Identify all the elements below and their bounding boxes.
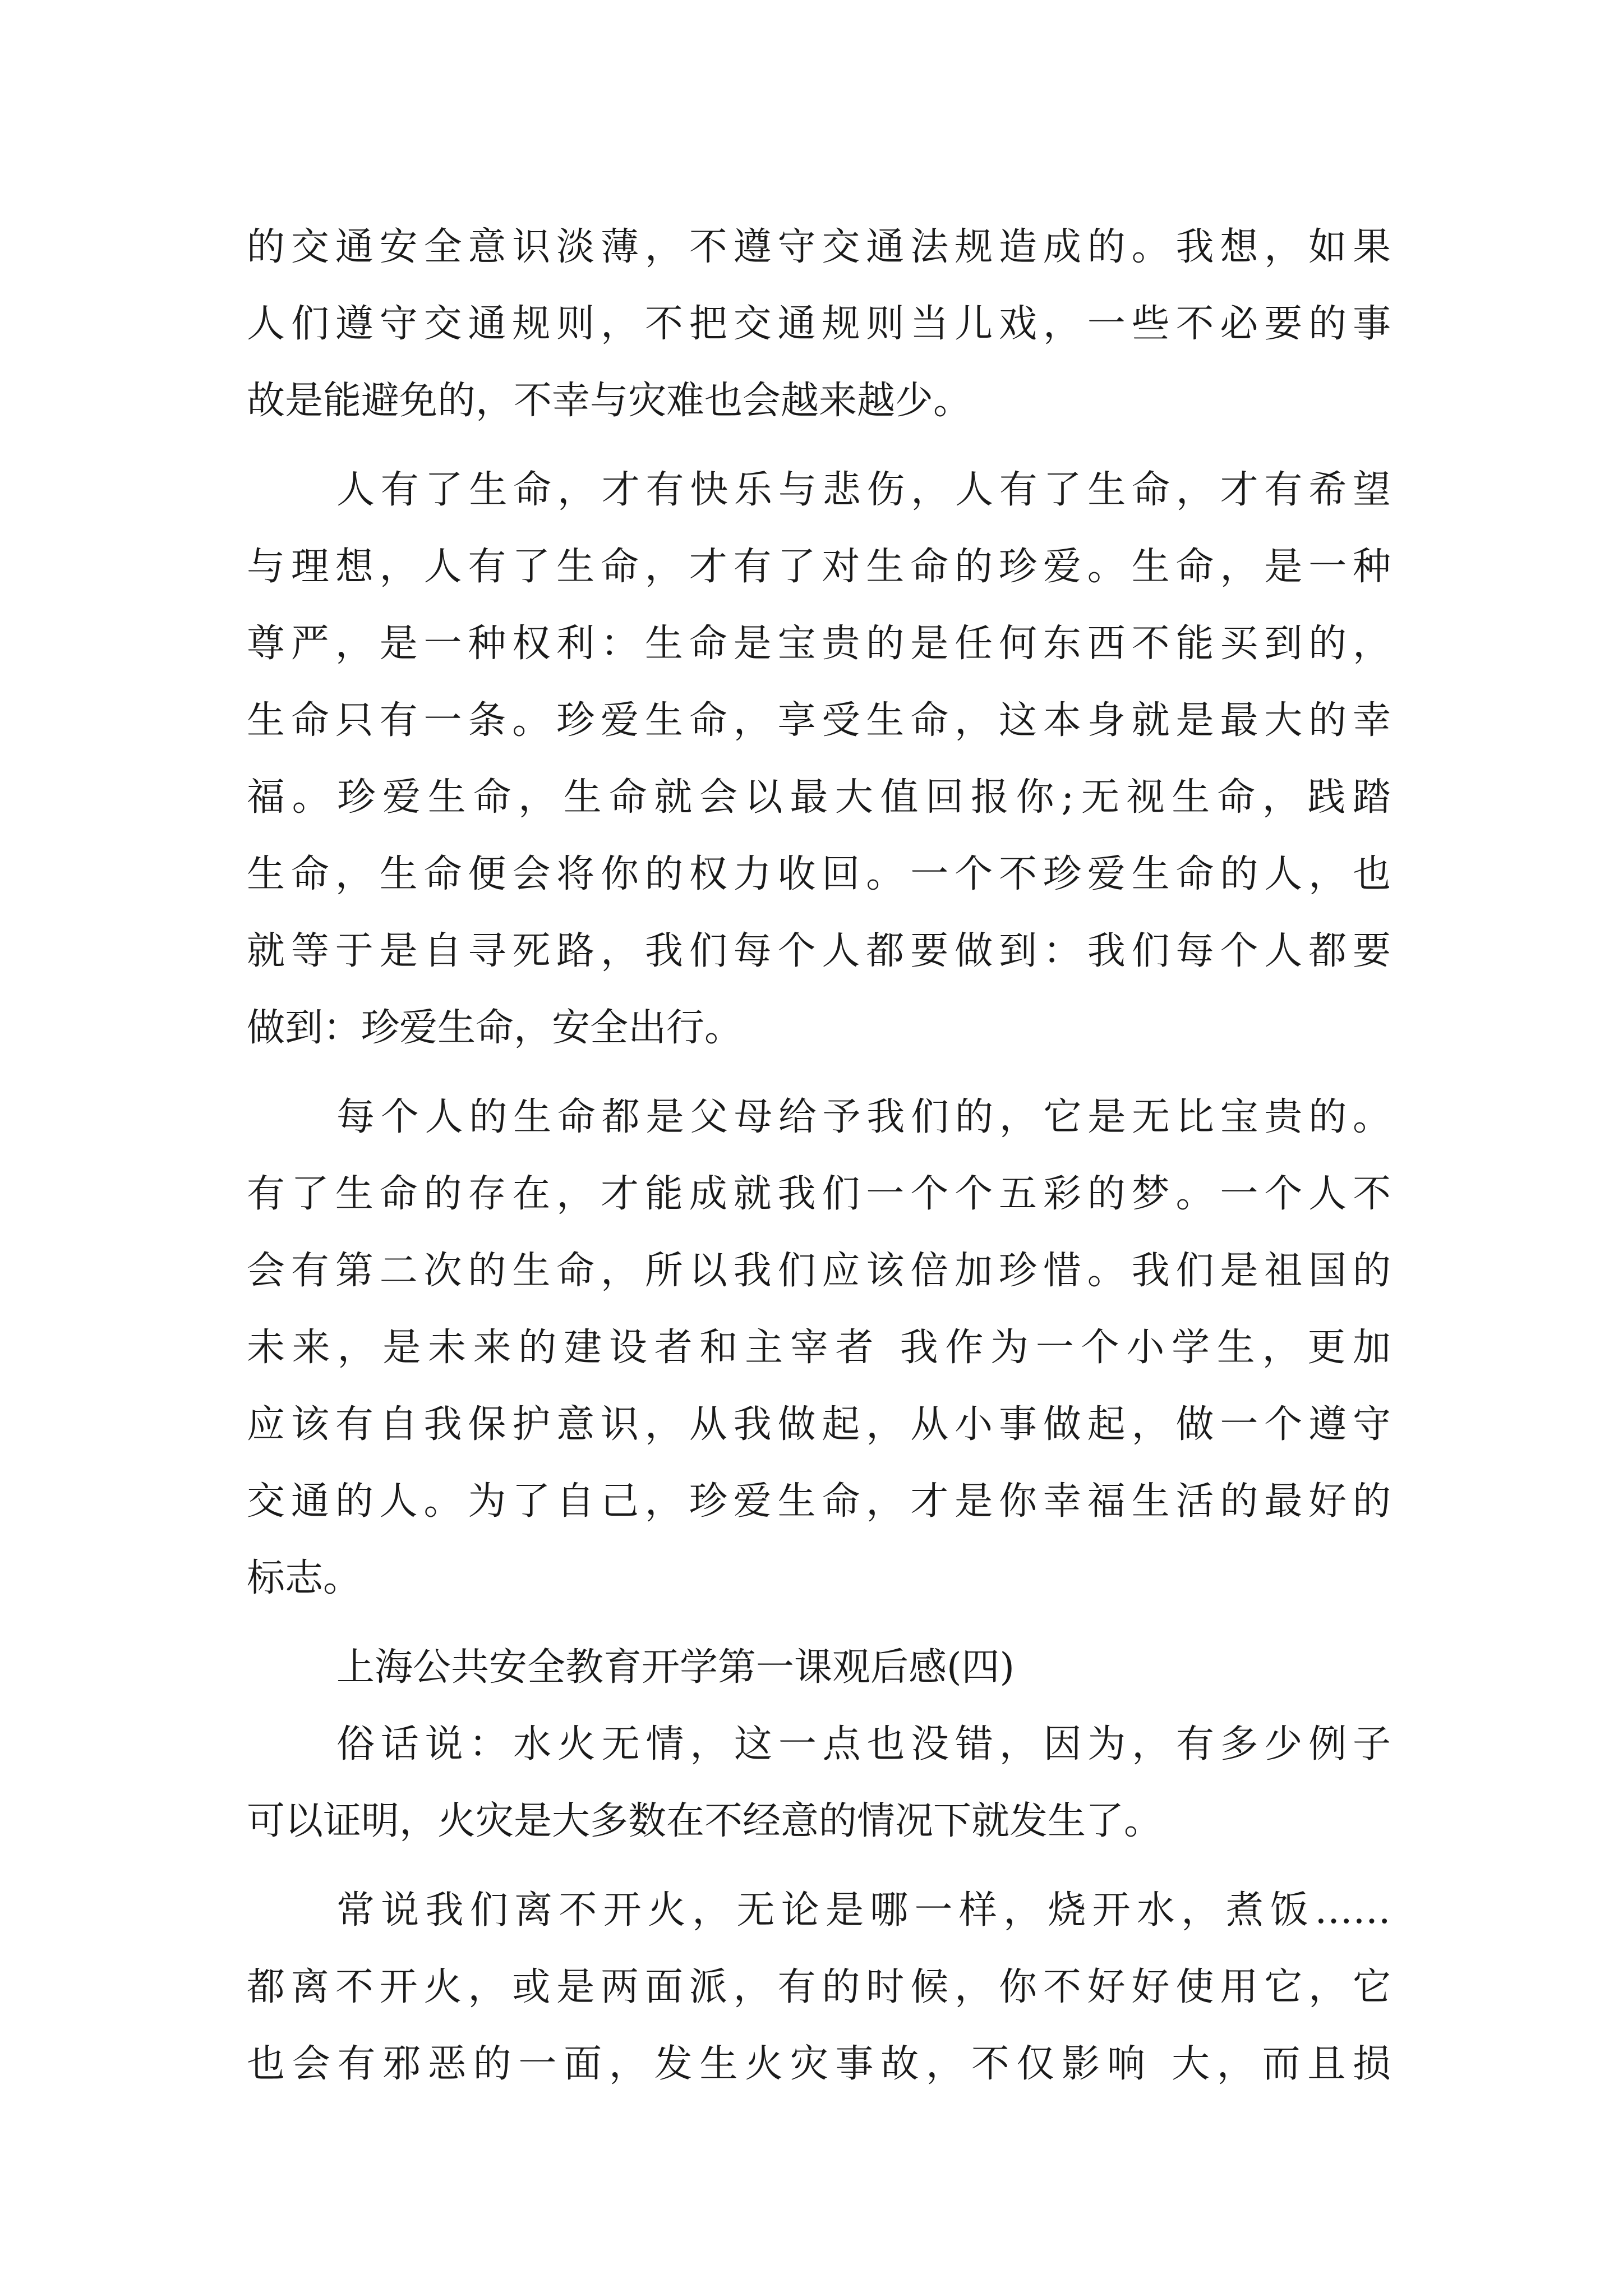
text-line: 应该有自我保护意识，从我做起，从小事做起，做一个遵守: [247, 1402, 1391, 1447]
paragraph-gap: [247, 1617, 1391, 1629]
text-line: 生命，生命便会将你的权力收回。一个不珍爱生命的人，也: [247, 852, 1391, 896]
text-line: 交通的人。为了自己，珍爱生命，才是你幸福生活的最好的: [247, 1479, 1391, 1524]
text-line: 未来，是未来的建设者和主宰者 我作为一个小学生，更加: [247, 1326, 1391, 1370]
text-line: 标志。: [247, 1556, 362, 1600]
document-body: [247, 209, 1391, 2102]
paragraph-gap: [247, 1860, 1391, 1872]
text-line: 俗话说：水火无情，这一点也没错，因为，有多少例子: [336, 1722, 1391, 1766]
text-line: 就等于是自寻死路，我们每个人都要做到：我们每个人都要: [247, 929, 1391, 973]
text-line: 福。珍爱生命，生命就会以最大值回报你;无视生命，践踏: [247, 775, 1391, 820]
text-line: 可以证明，火灾是大多数在不经意的情况下就发生了。: [247, 1799, 1163, 1843]
paragraph-gap: [247, 439, 1391, 452]
text-line: 故是能避免的，不幸与灾难也会越来越少。: [247, 379, 972, 423]
text-line: 都离不开火，或是两面派，有的时候，你不好好使用它，它: [247, 1965, 1391, 2009]
section-heading: 上海公共安全教育开学第一课观后感(四): [336, 1645, 1015, 1690]
text-line: 生命只有一条。珍爱生命，享受生命，这本身就是最大的幸: [247, 698, 1391, 743]
paragraph-gap: [247, 1066, 1391, 1079]
text-line: 人们遵守交通规则，不把交通规则当儿戏，一些不必要的事: [247, 302, 1391, 346]
text-line: 人有了生命，才有快乐与悲伤，人有了生命，才有希望: [336, 468, 1391, 512]
text-line: 尊严，是一种权利：生命是宝贵的是任何东西不能买到的，: [247, 622, 1391, 666]
text-line: 常说我们离不开火，无论是哪一样，烧开水，煮饭……: [336, 1888, 1391, 1932]
text-line: 的交通安全意识淡薄，不遵守交通法规造成的。我想，如果: [247, 225, 1391, 269]
text-line: 也会有邪恶的一面，发生火灾事故，不仅影响 大，而且损: [247, 2042, 1391, 2086]
text-line: 每个人的生命都是父母给予我们的，它是无比宝贵的。: [336, 1095, 1391, 1139]
text-line: 与理想，人有了生命，才有了对生命的珍爱。生命，是一种: [247, 545, 1391, 589]
text-line: 做到：珍爱生命，安全出行。: [247, 1006, 743, 1050]
text-line: 有了生命的存在，才能成就我们一个个五彩的梦。一个人不: [247, 1172, 1391, 1216]
text-line: 会有第二次的生命，所以我们应该倍加珍惜。我们是祖国的: [247, 1249, 1391, 1293]
